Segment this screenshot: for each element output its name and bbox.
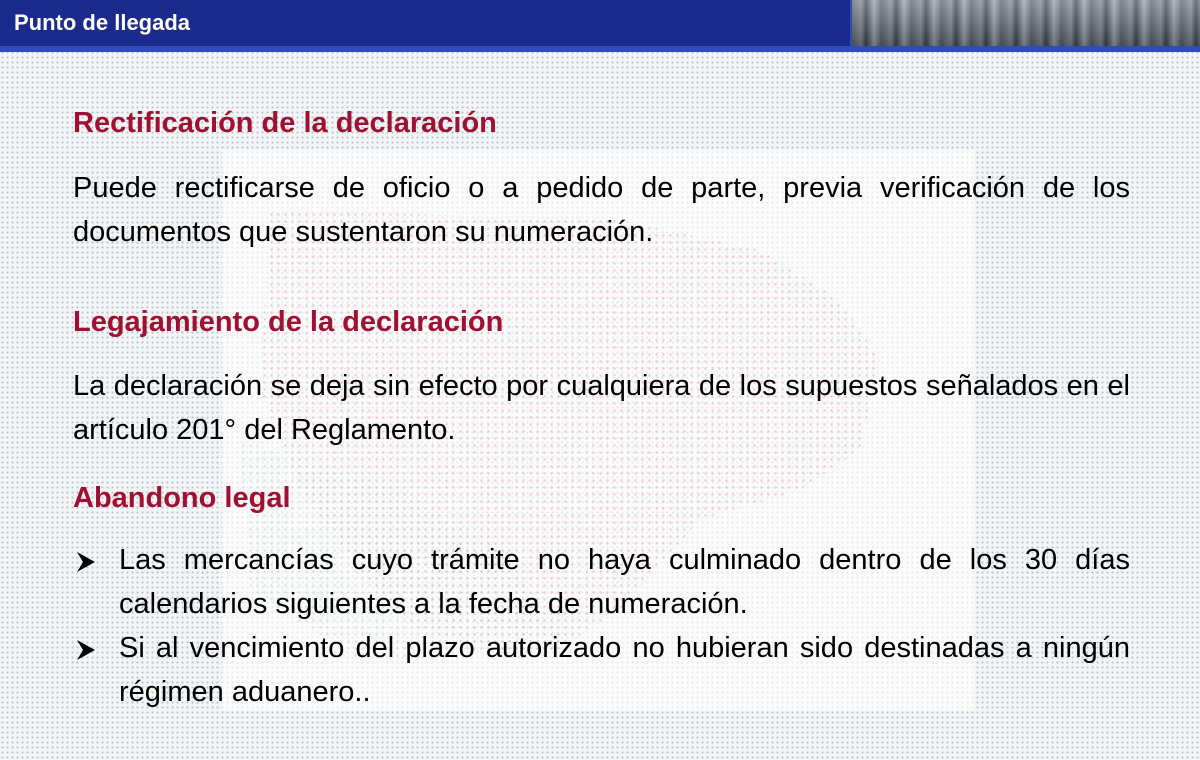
bullet-text: Si al vencimiento del plazo autorizado no hubieran sido destinadas a ningún régimen aduanero.. [119,632,1130,708]
header-photo [850,0,1200,46]
section-body-rectificacion: Puede rectificarse de oficio o a pedido de parte, previa verificación de los documentos que sustentaron su numeración. [73,172,1130,248]
header-accent-line [0,46,1200,52]
arrow-bullet-icon [73,630,103,670]
header-title: Punto de llegada [14,10,191,35]
bullet-text: Las mercancías cuyo trámite no haya culminado dentro de los 30 días calendarios siguientes a la fecha de numeración. [119,544,1130,620]
section-heading-rectificacion: Rectificación de la declaración [73,107,497,139]
section-heading-abandono: Abandono legal [73,482,291,514]
section-body-legajamiento: La declaración se deja sin efecto por cualquiera de los supuestos señalados en el artículo 201° del Reglamento. [73,370,1130,446]
section-heading-legajamiento: Legajamiento de la declaración [73,306,504,338]
arrow-bullet-icon [73,542,103,582]
